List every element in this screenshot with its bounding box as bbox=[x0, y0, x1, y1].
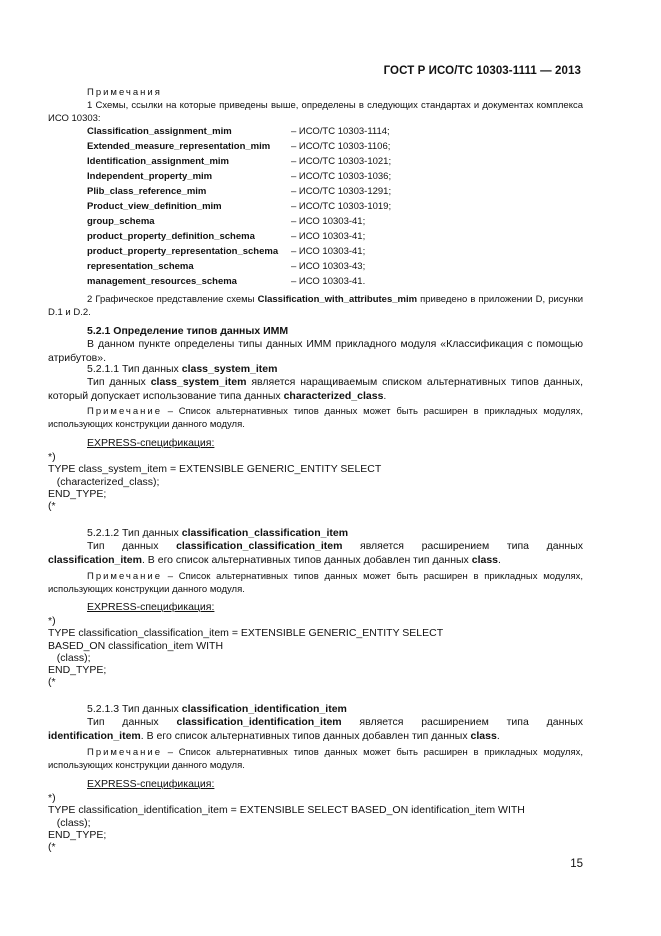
section-5-2-1-2-heading: 5.2.1.2 Тип данных classification_classification_item bbox=[87, 527, 349, 539]
express-code-5-2-1-2: *) TYPE classification_classification_item = EXTENSIBLE GENERIC_ENTITY SELECT BASED_ON classification_item WITH (class); END_TYPE; (* bbox=[48, 615, 444, 689]
section-5-2-1-3-heading: 5.2.1.3 Тип данных classification_identification_item bbox=[87, 703, 347, 715]
express-spec-label: EXPRESS-спецификация: bbox=[87, 437, 215, 449]
note-1-intro: 1 Схемы, ссылки на которые приведены выше, определены в следующих стандартах и документах комплекса ИСО 10303: bbox=[48, 100, 583, 124]
note-5-2-1-1: Примечание – Список альтернативных типов данных может быть расширен в прикладных модулях, использующих конструкции данного модуля. bbox=[48, 406, 583, 430]
section-5-2-1-body: В данном пункте определены типы данных ИММ прикладного модуля «Классификация с помощью атрибутов». bbox=[48, 338, 583, 364]
schema-reference: – ИСО 10303-41; bbox=[291, 216, 366, 227]
schema-name: Plib_class_reference_mim bbox=[87, 186, 207, 197]
schema-reference: – ИСО 10303-41. bbox=[291, 276, 366, 287]
schema-reference: – ИСО 10303-41; bbox=[291, 231, 366, 242]
schema-reference: – ИСО/ТС 10303-1106; bbox=[291, 141, 391, 152]
schema-reference: – ИСО/ТС 10303-1019; bbox=[291, 201, 392, 212]
schema-name: product_property_representation_schema bbox=[87, 246, 279, 257]
schema-name: group_schema bbox=[87, 216, 155, 227]
note-5-2-1-2: Примечание – Список альтернативных типов данных может быть расширен в прикладных модулях, использующих конструкции данного модуля. bbox=[48, 571, 583, 595]
schema-name: Independent_property_mim bbox=[87, 171, 213, 182]
notes-title: Примечания bbox=[87, 87, 162, 98]
schema-name: representation_schema bbox=[87, 261, 194, 272]
section-5-2-1-3-body: Тип данных classification_identification_item является расширением типа данных identification_item. В его список альтернативных типов данных добавлен тип данных class. bbox=[48, 716, 583, 742]
schema-reference: – ИСО/ТС 10303-1036; bbox=[291, 171, 392, 182]
page-number: 15 bbox=[570, 858, 583, 870]
schema-reference: – ИСО/ТС 10303-1021; bbox=[291, 156, 392, 167]
express-spec-label: EXPRESS-спецификация: bbox=[87, 601, 215, 613]
express-code-5-2-1-1: *) TYPE class_system_item = EXTENSIBLE GENERIC_ENTITY SELECT (characterized_class); END_TYPE; (* bbox=[48, 451, 382, 513]
schema-reference: – ИСО 10303-43; bbox=[291, 261, 366, 272]
schema-name: Identification_assignment_mim bbox=[87, 156, 230, 167]
section-5-2-1-heading: 5.2.1 Определение типов данных ИММ bbox=[87, 325, 289, 337]
note-5-2-1-3: Примечание – Список альтернативных типов данных может быть расширен в прикладных модулях, использующих конструкции данного модуля. bbox=[48, 747, 583, 771]
schema-name: Classification_assignment_mim bbox=[87, 126, 232, 137]
note-2: 2 Графическое представление схемы Classification_with_attributes_mim приведено в приложении D, рисунки D.1 и D.2. bbox=[48, 294, 583, 318]
page-header: ГОСТ Р ИСО/ТС 10303-1111 — 2013 bbox=[383, 65, 581, 77]
schema-name: product_property_definition_schema bbox=[87, 231, 255, 242]
schema-reference: – ИСО 10303-41; bbox=[291, 246, 366, 257]
schema-name: management_resources_schema bbox=[87, 276, 237, 287]
schema-name: Extended_measure_representation_mim bbox=[87, 141, 271, 152]
schema-name: Product_view_definition_mim bbox=[87, 201, 222, 212]
section-5-2-1-2-body: Тип данных classification_classification_item является расширением типа данных classification_item. В его список альтернативных типов данных добавлен тип данных class. bbox=[48, 540, 583, 566]
section-5-2-1-1-heading: 5.2.1.1 Тип данных class_system_item bbox=[87, 363, 278, 375]
express-spec-label: EXPRESS-спецификация: bbox=[87, 778, 215, 790]
express-code-5-2-1-3: *) TYPE classification_identification_item = EXTENSIBLE SELECT BASED_ON identification_item WITH (class); END_TYPE; (* bbox=[48, 792, 525, 854]
schema-reference: – ИСО/ТС 10303-1114; bbox=[291, 126, 390, 137]
section-5-2-1-1-body: Тип данных class_system_item является наращиваемым списком альтернативных типов данных, который допускает использование типа данных characterized_class. bbox=[48, 376, 583, 402]
schema-reference: – ИСО/ТС 10303-1291; bbox=[291, 186, 392, 197]
